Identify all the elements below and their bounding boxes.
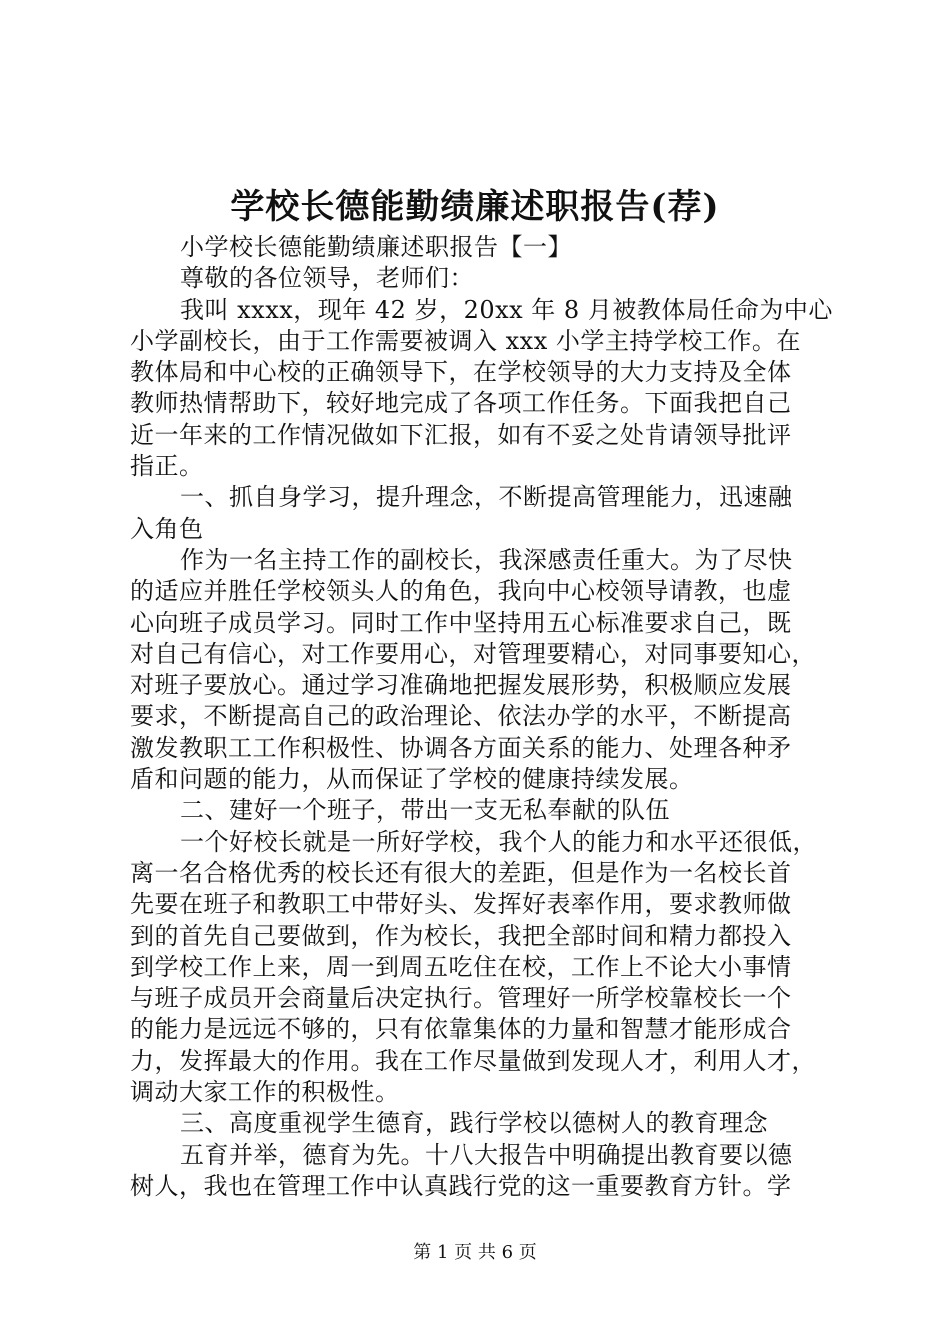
text-line: 心向班子成员学习。同时工作中坚持用五心标准要求自己，既 <box>130 608 792 637</box>
text-line: 小学校长德能勤绩廉述职报告【一】 <box>180 233 572 261</box>
document-body <box>130 232 833 1202</box>
text-line: 与班子成员开会商量后决定执行。管理好一所学校靠校长一个 <box>130 984 792 1013</box>
text-line: 力，发挥最大的作用。我在工作尽量做到发现人才，利用人才， <box>130 1046 816 1075</box>
text-line: 教师热情帮助下，较好地完成了各项工作任务。下面我把自己 <box>130 389 792 418</box>
text-line: 二、建好一个班子，带出一支无私奉献的队伍 <box>180 796 670 825</box>
text-line: 入角色 <box>130 514 204 543</box>
text-line: 对自己有信心，对工作要用心，对管理要精心，对同事要知心， <box>130 639 816 668</box>
text-line: 树人，我也在管理工作中认真践行党的这一重要教育方针。学 <box>130 1171 792 1200</box>
text-line: 教体局和中心校的正确领导下，在学校领导的大力支持及全体 <box>130 358 792 387</box>
text-line: 到学校工作上来，周一到周五吃住在校，工作上不论大小事情 <box>130 952 792 981</box>
text-line: 尊敬的各位领导，老师们： <box>180 264 474 293</box>
text-line: 到的首先自己要做到，作为校长，我把全部时间和精力都投入 <box>130 921 792 950</box>
text-line: 作为一名主持工作的副校长，我深感责任重大。为了尽快 <box>180 545 793 574</box>
text-line: 盾和问题的能力，从而保证了学校的健康持续发展。 <box>130 765 694 794</box>
document-title: 学校长德能勤绩廉述职报告(荐) <box>230 187 720 227</box>
text-line: 激发教职工工作积极性、协调各方面关系的能力、处理各种矛 <box>130 733 792 762</box>
text-line: 的适应并胜任学校领头人的角色，我向中心校领导请教，也虚 <box>130 577 792 606</box>
text-line: 三、高度重视学生德育，践行学校以德树人的教育理念 <box>180 1109 768 1138</box>
text-line: 对班子要放心。通过学习准确地把握发展形势，积极顺应发展 <box>130 671 792 700</box>
text-line: 近一年来的工作情况做如下汇报，如有不妥之处肯请领导批评 <box>130 420 792 449</box>
text-line: 我叫 xxxx，现年 42 岁，20xx 年 8 月被教体局任命为中心 <box>180 295 833 324</box>
text-line: 的能力是远远不够的，只有依靠集体的力量和智慧才能形成合 <box>130 1015 792 1044</box>
text-line: 先要在班子和教职工中带好头、发挥好表率作用，要求教师做 <box>130 890 792 919</box>
text-line: 离一名合格优秀的校长还有很大的差距，但是作为一名校长首 <box>130 858 792 887</box>
text-line: 一个好校长就是一所好学校，我个人的能力和水平还很低， <box>180 827 817 856</box>
text-line: 调动大家工作的积极性。 <box>130 1078 400 1107</box>
page-footer: 第 1 页 共 6 页 <box>413 1242 537 1263</box>
text-line: 一、抓自身学习，提升理念，不断提高管理能力，迅速融 <box>180 483 793 512</box>
text-line: 指正。 <box>130 452 204 481</box>
text-line: 五育并举，德育为先。十八大报告中明确提出教育要以德 <box>180 1140 793 1169</box>
text-line: 要求，不断提高自己的政治理论、依法办学的水平，不断提高 <box>130 702 792 731</box>
text-line: 小学副校长，由于工作需要被调入 xxx 小学主持学校工作。在 <box>130 326 801 355</box>
